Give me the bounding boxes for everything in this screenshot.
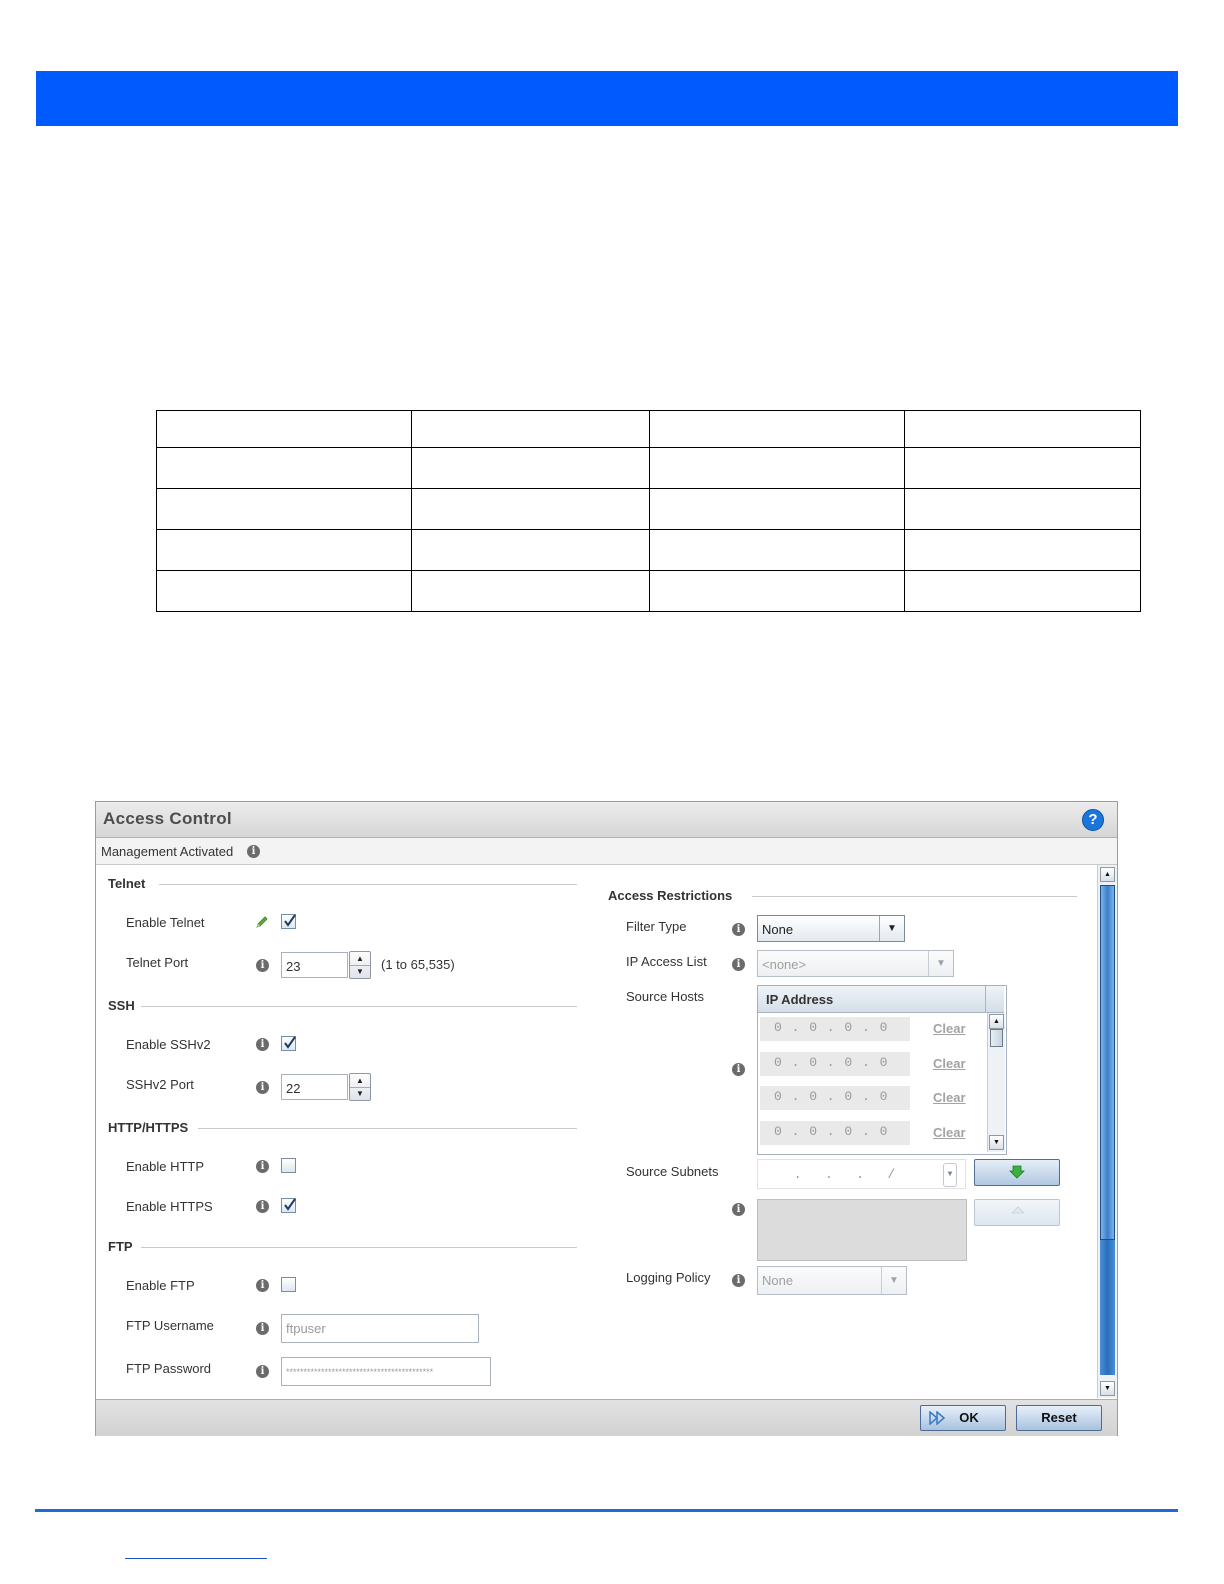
management-bar — [96, 838, 1117, 865]
ip-access-list-select[interactable] — [757, 950, 954, 977]
ip-address-column-header: IP Address — [766, 992, 834, 1007]
telnet-section-title: Telnet — [108, 876, 146, 891]
clear-link[interactable]: Clear — [933, 1021, 966, 1036]
section-divider — [752, 896, 1077, 897]
source-subnets-label: Source Subnets — [626, 1164, 719, 1179]
host-ip-input[interactable]: 0 . 0 . 0 . 0 — [760, 1086, 910, 1110]
ftp-section-title: FTP — [108, 1239, 133, 1254]
enable-telnet-checkbox[interactable] — [281, 914, 296, 929]
chevron-down-icon: ▼ — [881, 1267, 906, 1294]
host-ip-input[interactable]: 0 . 0 . 0 . 0 — [760, 1121, 910, 1145]
source-subnet-input[interactable] — [757, 1159, 966, 1189]
footer-rule — [35, 1509, 1178, 1512]
table-row — [758, 1118, 986, 1152]
enable-ftp-label: Enable FTP — [126, 1278, 195, 1293]
chevron-down-icon[interactable]: ▼ — [943, 1163, 957, 1187]
stepper-up-icon[interactable]: ▲ — [350, 1074, 370, 1088]
management-label: Management Activated — [101, 844, 234, 859]
table-row — [157, 571, 1141, 612]
info-icon[interactable]: i — [732, 1203, 745, 1216]
telnet-port-label: Telnet Port — [126, 955, 189, 970]
info-icon[interactable]: i — [256, 1200, 269, 1213]
main-scrollbar[interactable] — [1097, 865, 1117, 1398]
enable-http-checkbox[interactable] — [281, 1158, 296, 1173]
telnet-port-input[interactable]: 23 — [281, 952, 348, 978]
dialog-titlebar — [96, 802, 1117, 838]
enable-http-label: Enable HTTP — [126, 1159, 205, 1174]
info-icon[interactable]: i — [256, 1038, 269, 1051]
ftp-password-label: FTP Password — [126, 1361, 212, 1376]
filter-type-label: Filter Type — [626, 919, 687, 934]
ip-access-list-label: IP Access List — [626, 954, 707, 969]
info-icon[interactable]: i — [732, 958, 745, 971]
remove-subnet-button[interactable] — [974, 1199, 1060, 1226]
stepper-up-icon[interactable]: ▲ — [350, 952, 370, 966]
fast-forward-icon — [929, 1411, 945, 1425]
source-subnets-list[interactable] — [757, 1199, 967, 1261]
empty-table — [156, 410, 1141, 612]
pencil-icon — [254, 914, 270, 930]
arrow-down-icon — [1009, 1165, 1025, 1179]
logging-policy-label: Logging Policy — [626, 1270, 711, 1285]
add-subnet-button[interactable] — [974, 1159, 1060, 1186]
table-row — [758, 1083, 986, 1117]
host-ip-input[interactable]: 0 . 0 . 0 . 0 — [760, 1017, 910, 1041]
source-hosts-label: Source Hosts — [626, 989, 705, 1004]
checkmark-icon — [282, 913, 298, 929]
info-icon[interactable]: i — [256, 1322, 269, 1335]
dialog-footer — [96, 1399, 1117, 1436]
reset-button[interactable]: Reset — [1016, 1405, 1102, 1431]
enable-ftp-checkbox[interactable] — [281, 1277, 296, 1292]
table-row — [157, 448, 1141, 489]
info-icon[interactable]: i — [256, 1081, 269, 1094]
ftp-password-input[interactable]: ****************************************** — [281, 1357, 491, 1386]
ip-access-list-value: <none> — [762, 957, 807, 972]
top-banner — [36, 71, 1178, 126]
info-icon[interactable]: i — [732, 1063, 745, 1076]
info-icon[interactable]: i — [732, 923, 745, 936]
ftp-username-input[interactable]: ftpuser — [281, 1314, 479, 1343]
enable-sshv2-checkbox[interactable] — [281, 1036, 296, 1051]
table-row — [758, 1049, 986, 1083]
stepper-down-icon[interactable]: ▼ — [356, 967, 364, 976]
section-divider — [141, 1006, 577, 1007]
telnet-port-stepper[interactable] — [349, 951, 371, 979]
filter-type-value: None — [762, 922, 794, 937]
clear-link[interactable]: Clear — [933, 1056, 966, 1071]
logging-policy-value: None — [762, 1273, 794, 1288]
scroll-up-icon[interactable]: ▲ — [989, 1014, 1004, 1029]
info-icon[interactable]: i — [256, 1160, 269, 1173]
scroll-thumb[interactable] — [1100, 885, 1115, 1240]
ftp-username-label: FTP Username — [126, 1318, 214, 1333]
section-divider — [198, 1128, 577, 1129]
ssh-section-title: SSH — [108, 998, 135, 1013]
chevron-down-icon: ▼ — [879, 916, 904, 941]
info-icon[interactable]: i — [247, 845, 260, 858]
table-row — [157, 530, 1141, 571]
access-control-dialog — [95, 801, 1118, 1436]
dialog-title: Access Control — [103, 809, 232, 828]
section-divider — [159, 884, 577, 885]
table-row — [157, 411, 1141, 448]
checkmark-icon — [282, 1197, 298, 1213]
sshv2-port-input[interactable]: 22 — [281, 1074, 348, 1100]
section-divider — [141, 1247, 577, 1248]
scroll-down-icon[interactable]: ▼ — [989, 1135, 1004, 1150]
clear-link[interactable]: Clear — [933, 1125, 966, 1140]
source-hosts-grid — [757, 985, 1007, 1155]
help-icon[interactable]: ? — [1082, 809, 1104, 831]
table-row — [157, 489, 1141, 530]
enable-https-label: Enable HTTPS — [126, 1199, 213, 1214]
enable-sshv2-label: Enable SSHv2 — [126, 1037, 211, 1052]
arrow-up-icon — [1011, 1206, 1025, 1218]
info-icon[interactable]: i — [256, 959, 269, 972]
clear-link[interactable]: Clear — [933, 1090, 966, 1105]
sshv2-port-stepper[interactable] — [349, 1073, 371, 1101]
host-ip-input[interactable]: 0 . 0 . 0 . 0 — [760, 1052, 910, 1076]
logging-policy-select[interactable] — [757, 1266, 907, 1295]
stepper-down-icon[interactable]: ▼ — [356, 1089, 364, 1098]
chevron-down-icon: ▼ — [928, 951, 953, 976]
scroll-down-icon[interactable]: ▼ — [1100, 1381, 1115, 1396]
scroll-thumb[interactable] — [990, 1029, 1003, 1047]
http-section-title: HTTP/HTTPS — [108, 1120, 189, 1135]
scroll-up-icon[interactable]: ▲ — [1100, 867, 1115, 882]
enable-telnet-label: Enable Telnet — [126, 915, 205, 930]
info-icon[interactable]: i — [256, 1365, 269, 1378]
ok-button[interactable] — [920, 1405, 1006, 1431]
table-row — [758, 1014, 986, 1048]
column-separator — [985, 986, 986, 1012]
subnet-placeholder: . . . / — [786, 1167, 896, 1182]
ok-label: OK — [959, 1410, 979, 1425]
grid-scrollbar[interactable] — [987, 1013, 1005, 1152]
footer-link-underline — [125, 1558, 267, 1559]
info-icon[interactable]: i — [732, 1274, 745, 1287]
filter-type-select[interactable] — [757, 915, 905, 942]
access-restrictions-title: Access Restrictions — [608, 888, 733, 903]
checkmark-icon — [282, 1035, 298, 1051]
sshv2-port-label: SSHv2 Port — [126, 1077, 194, 1092]
grid-header — [758, 986, 1004, 1013]
enable-https-checkbox[interactable] — [281, 1198, 296, 1213]
info-icon[interactable]: i — [256, 1279, 269, 1292]
telnet-port-range: (1 to 65,535) — [381, 957, 455, 972]
